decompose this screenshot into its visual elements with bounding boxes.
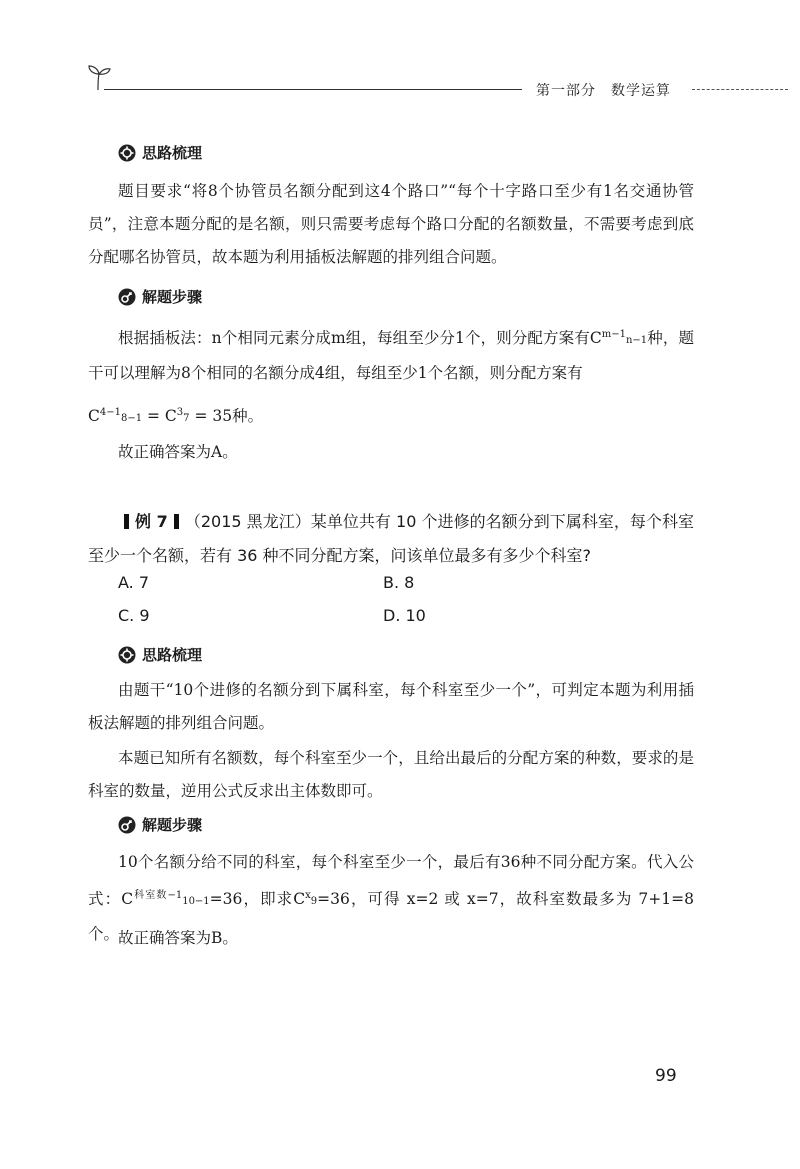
example-text: （2015 黑龙江）某单位共有 10 个进修的名额分到下属科室，每个科室至少一个名额，若有 36 种不同分配方案，问该单位最多有多少个科室?: [88, 512, 694, 565]
text-run: 10个名额分给不同的科室，每个科室至少一个，最后有36种不同分配方案。代入公式：: [88, 853, 694, 909]
steps-icon: [118, 816, 136, 834]
answer-line: 故正确答案为A。: [118, 443, 238, 461]
option-b: B. 8: [383, 573, 415, 592]
bracket-bar: [124, 514, 129, 529]
option-a: A. 7: [118, 573, 150, 592]
gear-icon: [118, 144, 136, 162]
section-title-steps: [118, 814, 202, 835]
paragraph: 由题干“10个进修的名额分到下属科室，每个科室至少一个”，可判定本题为利用插板法解题的排列组合问题。: [88, 681, 694, 732]
option-d: D. 10: [383, 606, 426, 625]
superscript: 4−1: [99, 407, 121, 418]
superscript: x: [305, 890, 311, 901]
subscript: 10−1: [182, 896, 210, 908]
formula-line: [88, 396, 694, 435]
section-title-steps: [118, 286, 202, 307]
subscript: n−1: [625, 335, 648, 347]
math-symbol: C: [121, 890, 134, 909]
subscript: 9: [310, 896, 318, 908]
math-symbol: C: [88, 407, 100, 426]
text-run: 种，题干可以理解为8个相同的名额分成4组，每组至少1个名额，则分配方案有: [88, 329, 694, 383]
steps-icon: [118, 288, 136, 306]
superscript: 3: [176, 407, 184, 418]
option-c: C. 9: [118, 606, 150, 625]
bracket-bar: [174, 514, 179, 529]
math-symbol: C: [589, 329, 602, 348]
paragraph: 本题已知所有名额数，每个科室至少一个，且给出最后的分配方案的种数，要求的是科室的数量，逆用公式反求出主体数即可。: [88, 749, 694, 800]
section-title-label: 解题步骤: [142, 816, 203, 834]
combination-formula: [121, 890, 209, 908]
section-title-label: 解题步骤: [142, 288, 203, 306]
paragraph: 题目要求“将8个协管员名额分配到这4个路口”“每个十字路口至少有1名交通协管员”，注意本题分配的是名额，则只需要考虑每个路口分配的名额数量，不需要考虑到底分配哪名协管员，故本题为利用插板法解题的排列组合问题。: [88, 182, 694, 266]
example-question: [88, 505, 694, 573]
combination-formula: [590, 329, 647, 347]
gear-icon: [118, 646, 136, 664]
header-rule: [104, 89, 522, 90]
answer-line: 故正确答案为B。: [118, 929, 238, 947]
page-number: 99: [655, 1066, 677, 1086]
section-title-think: [118, 644, 202, 665]
math-text: = C: [142, 407, 177, 426]
section-title-label: 思路梳理: [142, 144, 203, 162]
header-title: 第一部分 数学运算: [536, 83, 671, 99]
subscript: 8−1: [120, 413, 143, 425]
superscript: 科室数−1: [133, 890, 183, 901]
text-run: =36，即求C: [209, 890, 306, 909]
header-rule-dashed: [692, 89, 788, 90]
math-text: = 35种。: [189, 407, 264, 426]
sprout-icon: [86, 62, 112, 92]
superscript: m−1: [601, 329, 626, 340]
subscript: 7: [183, 413, 190, 425]
example-label: 例 7: [135, 512, 168, 531]
section-title-think: [118, 142, 202, 163]
combination-formula: [88, 407, 263, 425]
section-title-label: 思路梳理: [142, 646, 203, 664]
text-run: 根据插板法：n个相同元素分成m组，每组至少分1个，则分配方案有: [118, 329, 590, 348]
paragraph: [88, 318, 694, 390]
text-run: =36，可得 x=2 或 x=7，故科室数最多为 7+1=8 个。: [88, 890, 694, 944]
